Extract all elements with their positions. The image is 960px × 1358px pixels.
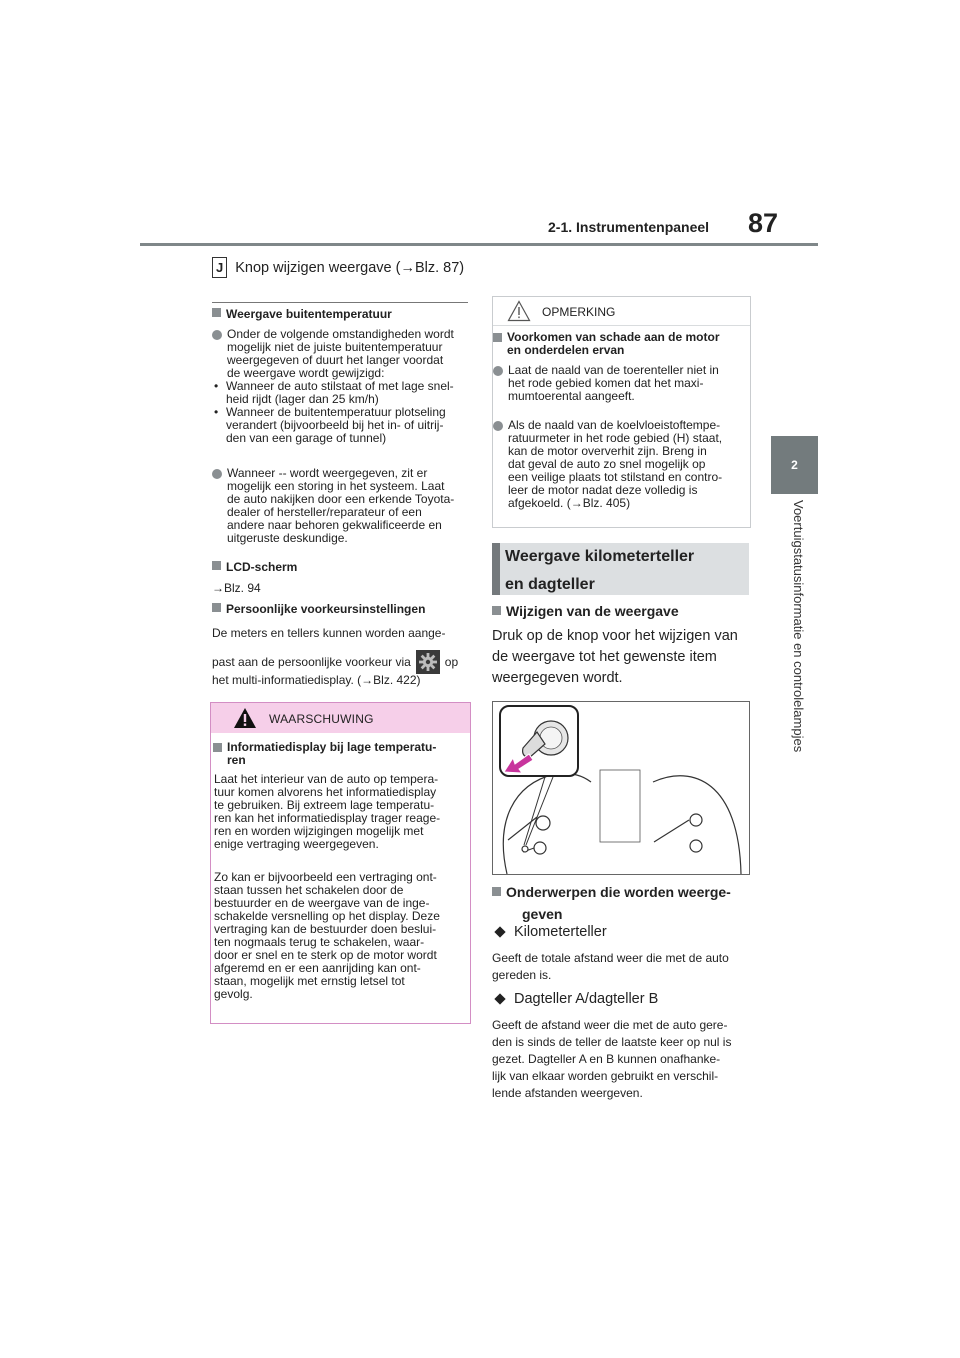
instrument-cluster-illustration: [492, 701, 750, 875]
chapter-tab[interactable]: 2: [771, 436, 818, 494]
heading-personal-settings: Persoonlijke voorkeursinstellingen: [212, 603, 425, 616]
section-band-accent: [492, 543, 500, 595]
round-bullet-icon: [212, 469, 222, 479]
trip-meter-description: Geeft de afstand weer die met de auto gere- den is sinds de teller de laatste keer op nul is gezet. Dagteller A en B kunnen onafhanke- lijk van elkaar worden gebruikt en verschil- lende afstanden weergeven.: [492, 1018, 732, 1100]
warning-triangle-icon: [233, 707, 257, 729]
chapter-side-label-text: Voertuigstatusinformatie en controlelampjes: [791, 500, 806, 753]
square-bullet-icon: [492, 606, 501, 615]
topic-odometer: Kilometerteller: [492, 922, 607, 942]
warning-box: [210, 702, 471, 1024]
heading-change-display: Wijzigen van de weergave: [492, 603, 679, 619]
chapter-side-label: [778, 500, 818, 800]
header-rule: [140, 243, 818, 246]
note-item-2: Als de naald van de koelvloeistoftempe- ratuurmeter in het rode gebied (H) staat, kan de motor oververhit zijn. Breng in dat geval de auto zo snel mogelijk op een veilige plaats tot stilstand en contro- leer de motor nadat deze volledig is afgekoeld. (→Blz. 405): [493, 419, 748, 510]
warning-paragraph-2: Zo kan er bijvoorbeeld een vertraging ont- staan tussen het schakelen door de bestuurder en de weergave van de inge- schakelde versnelling op het display. Deze vertraging kan de bestuurder doen beslui- ten nogmaals terug te schakelen, waar- door er snel en te sterk op de motor wordt afgeremd en er een aanrijding kan ont- staan, mogelijk met ernstig letsel tot gevolg.: [214, 870, 440, 1001]
round-bullet-icon: [493, 421, 503, 431]
personal-line-3: het multi-informatiedisplay. (→Blz. 422): [212, 673, 421, 687]
lcd-ref-link[interactable]: →Blz. 94: [212, 581, 261, 595]
square-bullet-icon: [213, 743, 222, 752]
odometer-description: Geeft de totale afstand weer die met de auto gereden is.: [492, 951, 729, 982]
diamond-bullet-icon: [494, 926, 505, 937]
note-label: OPMERKING: [542, 305, 616, 319]
note-heading: Voorkomen van schade aan de motor en onderdelen ervan: [493, 331, 720, 357]
page-number: 87: [748, 208, 779, 238]
settings-gear-icon: [416, 650, 440, 674]
square-bullet-icon: [492, 887, 501, 896]
square-bullet-icon: [212, 308, 221, 317]
outside-temp-sub-list: • Wanneer de auto stilstaat of met lage snel- heid rijdt (lager dan 25 km/h) • Wanneer de buitentemperatuur plotseling verandert (bijvoorbeeld bij het in- of uitrij- den van een garage of tunnel): [214, 379, 454, 445]
personal-line-1: De meters en tellers kunnen worden aange-: [212, 626, 446, 640]
key-legend-line: [212, 257, 464, 278]
note-header: [493, 297, 750, 326]
note-box: [492, 296, 751, 528]
outside-temp-item-1: Onder de volgende omstandigheden wordt mogelijk niet de juiste buitentemperatuur weergegeven of duurt het langer voordat de weergave wordt gewijzigd:: [212, 328, 470, 380]
caution-triangle-icon: [507, 300, 531, 322]
warning-label: WAARSCHUWING: [269, 712, 374, 726]
topic-trip-meter: Dagteller A/dagteller B: [492, 989, 658, 1009]
round-bullet-icon: [493, 366, 503, 376]
note-item-1: Laat de naald van de toerenteller niet in het rode gebied komen dat het maxi- mumtoerental aangeeft.: [493, 364, 748, 403]
column-rule: [212, 302, 468, 303]
square-bullet-icon: [212, 603, 221, 612]
warning-heading: Informatiedisplay bij lage temperatu- ren: [213, 741, 436, 767]
key-legend-text: Knop wijzigen weergave (→Blz. 87): [235, 259, 465, 276]
round-bullet-icon: [212, 330, 222, 340]
outside-temp-item-2: Wanneer -- wordt weergegeven, zit er mogelijk een storing in het systeem. Laat de auto nakijken door een erkende Toyota- dealer of hersteller/reparateur of een andere naar behoren gekwalificeerde en uitgeruste deskundige.: [212, 467, 470, 545]
heading-topics: Onderwerpen die worden weerge- geven: [492, 881, 731, 925]
heading-outside-temp: Weergave buitentemperatuur: [212, 308, 392, 321]
instrument-cluster-drawing: [493, 702, 749, 874]
square-bullet-icon: [493, 333, 502, 342]
warning-header: [211, 703, 470, 733]
warning-paragraph-1: Laat het interieur van de auto op tempera- tuur komen alvorens het informatiedisplay te gebruiken. Bij extreem lage temperatu- ren kan het informatiedisplay trager reage- ren en worden wijzigingen mogelijk met enige vertraging weergegeven.: [214, 772, 441, 851]
key-badge: J: [212, 257, 227, 278]
change-display-text: Druk op de knop voor het wijzigen van de weergave tot het gewenste item weergegeven wordt.: [492, 628, 738, 686]
section-title: 2-1. Instrumentenpaneel: [548, 219, 710, 235]
section-band-title: Weergave kilometerteller en dagteller: [505, 548, 695, 593]
square-bullet-icon: [212, 561, 221, 570]
personal-line-2: past aan de persoonlijke voorkeur via op: [212, 650, 458, 674]
heading-lcd: LCD-scherm: [212, 561, 297, 574]
diamond-bullet-icon: [494, 993, 505, 1004]
